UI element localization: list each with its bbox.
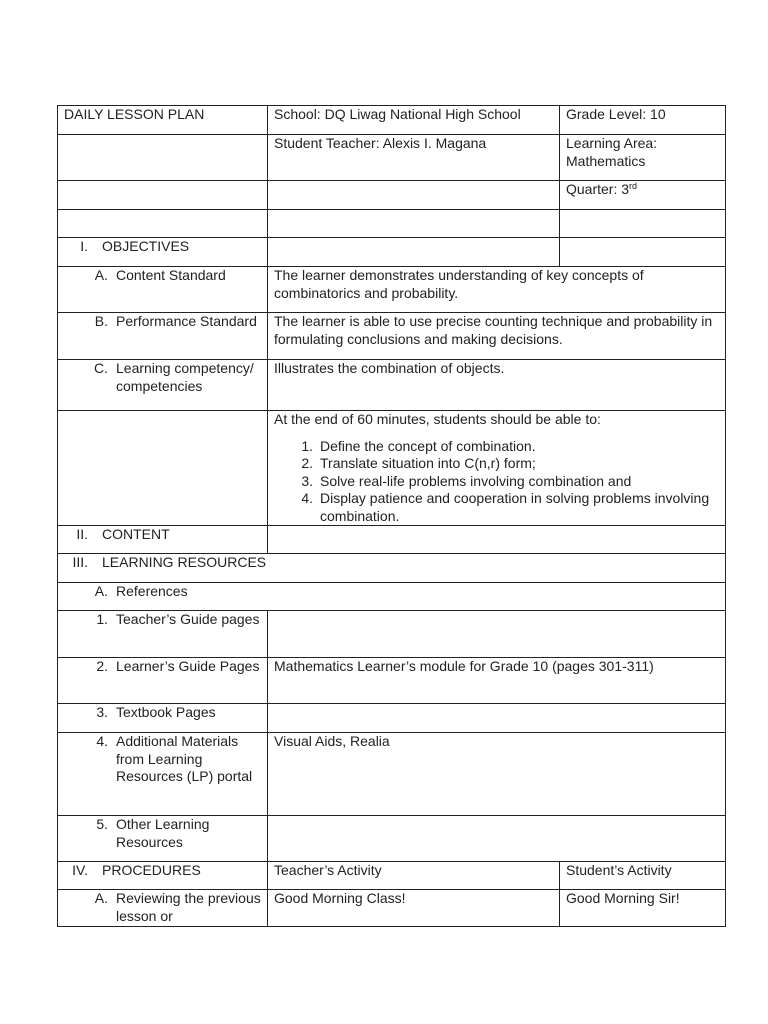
resources-num: III. [72, 554, 88, 570]
content-standard-num: A. [94, 267, 108, 283]
empty-cell [268, 526, 726, 554]
learning-competency-num: C. [94, 360, 108, 376]
empty-cell [58, 411, 268, 526]
references-row [58, 583, 726, 611]
blank-row [58, 210, 726, 238]
procedures-num: IV. [72, 862, 88, 878]
performance-standard-text: The learner is able to use precise counting technique and probability in formulating conclusions and making decisions. [268, 313, 726, 360]
table-row: 5. Other Learning Resources [58, 816, 726, 862]
content-label: CONTENT [102, 526, 170, 542]
performance-standard-num: B. [94, 313, 108, 329]
student-teacher-cell: Student Teacher: Alexis I. Magana [268, 135, 560, 181]
learning-competency-text: Illustrates the combination of objects. [268, 360, 726, 411]
quarter-cell [560, 181, 726, 210]
quarter-sup: rd [629, 181, 638, 191]
specific-objectives-row [58, 411, 726, 526]
student-activity-cell: Good Morning Sir! [560, 890, 726, 927]
performance-standard-row [58, 313, 726, 360]
list-item: 1. Define the concept of combination. [301, 437, 536, 454]
grade-level-cell: Grade Level: 10 [560, 106, 726, 135]
empty-cell [560, 238, 726, 267]
teacher-activity-cell: Good Morning Class! [268, 890, 560, 927]
table-row: 1. Teacher’s Guide pages [58, 611, 726, 658]
header-row-1 [58, 106, 726, 135]
school-cell: School: DQ Liwag National High School [268, 106, 560, 135]
empty-cell [58, 135, 268, 181]
quarter-label: Quarter: 3 [566, 181, 630, 197]
learning-competency-label: Learning competency/ competencies [116, 360, 254, 394]
empty-cell [560, 210, 726, 238]
list-item: 3. Solve real-life problems involving combination and [301, 472, 632, 489]
references-num: A. [94, 583, 108, 599]
performance-standard-label: Performance Standard [116, 313, 257, 329]
references-label: References [116, 583, 188, 599]
empty-cell [268, 181, 560, 210]
doc-title: DAILY LESSON PLAN [58, 106, 268, 135]
teacher-activity-header: Teacher’s Activity [268, 862, 560, 890]
lesson-plan-table [57, 105, 726, 927]
table-row: 4. Additional Materials from Learning Resources (LP) portal Visual Aids, Realia [58, 733, 726, 816]
student-activity-header: Student’s Activity [560, 862, 726, 890]
content-standard-label: Content Standard [116, 267, 226, 283]
empty-cell [58, 181, 268, 210]
header-row-3 [58, 181, 726, 210]
list-item: 4. Display patience and cooperation in solving problems involving combination. [301, 490, 710, 524]
procedures-label: PROCEDURES [102, 862, 201, 878]
resources-row [58, 554, 726, 583]
objectives-label: OBJECTIVES [102, 238, 190, 254]
empty-cell [268, 210, 560, 238]
learning-competency-row [58, 360, 726, 411]
objectives-row [58, 238, 726, 267]
empty-cell [58, 210, 268, 238]
table-row: 2. Learner’s Guide Pages Mathematics Learner’s module for Grade 10 (pages 301-311) [58, 658, 726, 704]
review-row [58, 890, 726, 927]
list-item: 2. Translate situation into C(n,r) form; [301, 455, 536, 471]
content-standard-text: The learner demonstrates understanding of key concepts of combinatorics and probability. [268, 267, 726, 313]
resources-label: LEARNING RESOURCES [102, 554, 267, 570]
review-label: Reviewing the previous lesson or [116, 890, 261, 924]
objectives-num: I. [80, 238, 88, 254]
header-row-2 [58, 135, 726, 181]
content-standard-row [58, 267, 726, 313]
empty-cell [268, 238, 560, 267]
table-row: 3. Textbook Pages [58, 704, 726, 733]
content-num: II. [76, 526, 88, 542]
content-row [58, 526, 726, 554]
procedures-row [58, 862, 726, 890]
review-num: A. [94, 890, 108, 906]
learning-area-cell: Learning Area: Mathematics [560, 135, 726, 181]
objectives-intro: At the end of 60 minutes, students should be able to: [274, 411, 601, 427]
objectives-list [274, 438, 719, 526]
